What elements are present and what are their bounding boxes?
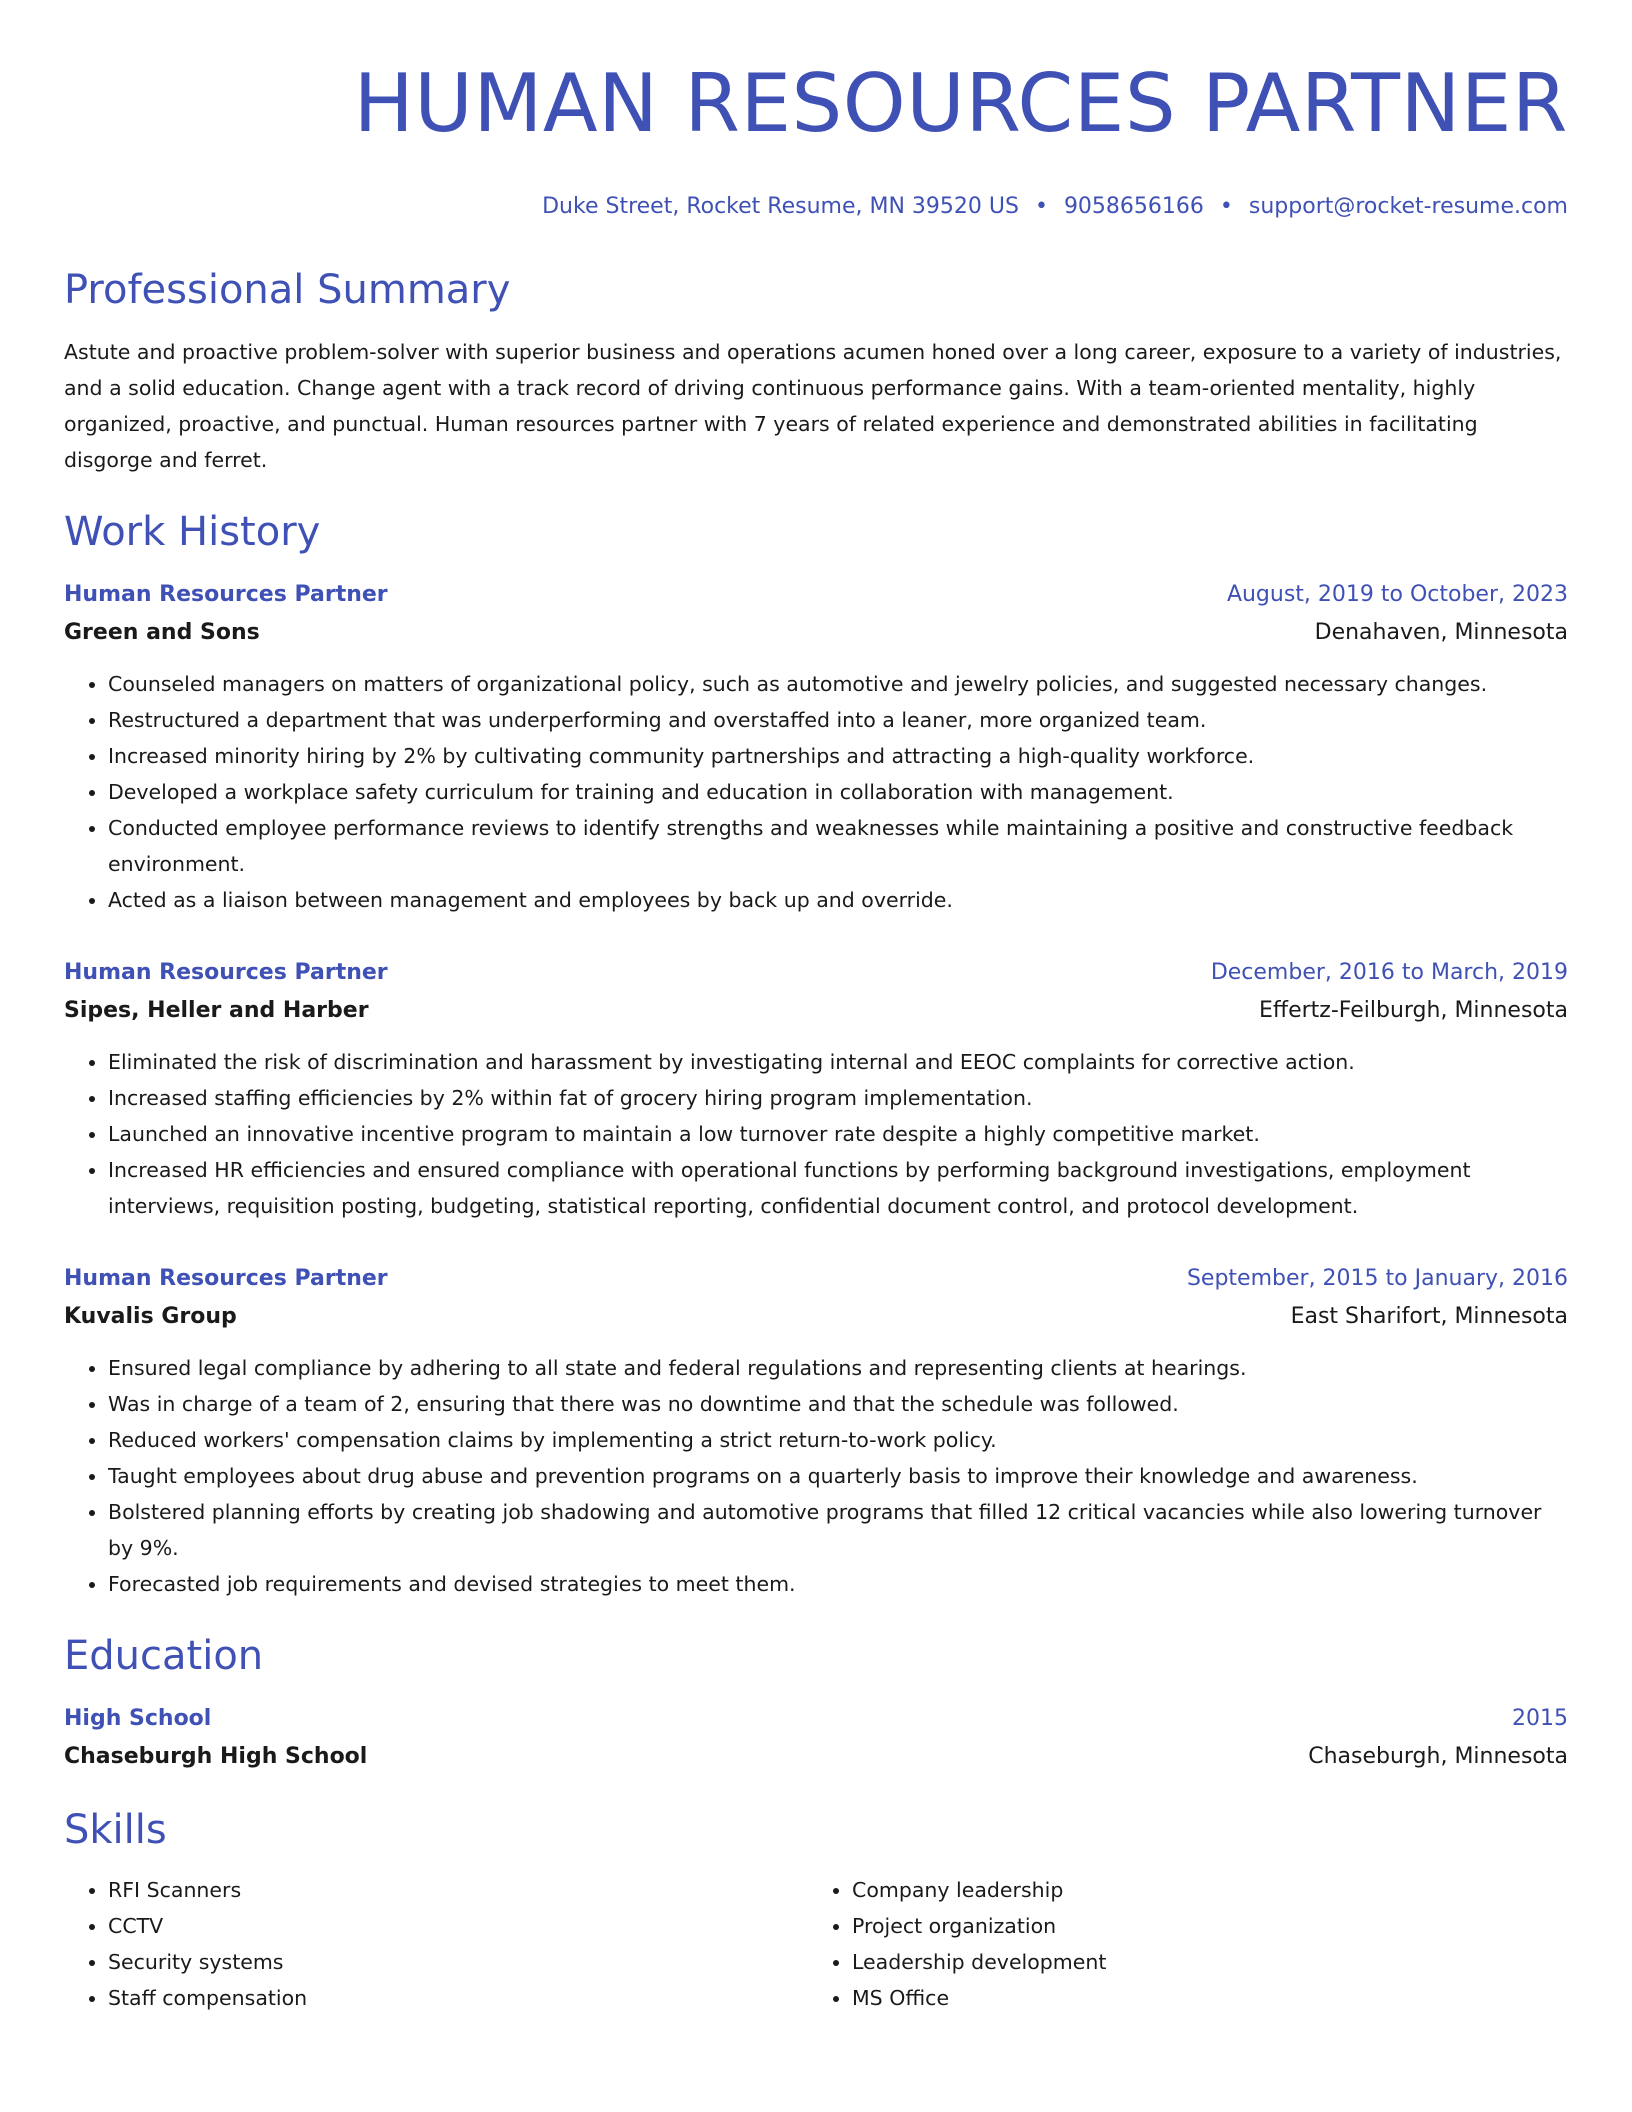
list-item: • Acted as a liaison between management and employees by back up and override. <box>108 882 1568 918</box>
job-role: Human Resources Partner <box>64 960 388 985</box>
skill-item: • Staff compensation <box>108 1980 808 2016</box>
job-role: Human Resources Partner <box>64 1266 388 1291</box>
education-entry <box>64 1700 1568 1776</box>
list-item: • Conducted employee performance reviews to identify strengths and weaknesses while maintaining a positive and constructive feedback environment. <box>108 810 1568 882</box>
skill-item: • Security systems <box>108 1944 808 1980</box>
list-item: • Counseled managers on matters of organizational policy, such as automotive and jewelry policies, and suggested necessary changes. <box>108 666 1568 702</box>
skill-item: • MS Office <box>852 1980 1552 2016</box>
summary-text: Astute and proactive problem-solver with superior business and operations acumen honed over a long career, exposure to a variety of industries, and a solid education. Change agent with a track record of driving continuous performance gains. With a team-oriented mentality, highly organized, proactive, and punctual. Human resources partner with 7 years of related experience and demonstrated abilities in facilitating disgorge and ferret. <box>64 340 1562 472</box>
skill-item: • Company leadership <box>852 1872 1552 1908</box>
list-item: • Forecasted job requirements and devised strategies to meet them. <box>108 1566 1568 1602</box>
job-company: Green and Sons <box>64 620 260 645</box>
job-bullets <box>64 1044 1568 1224</box>
skill-item: • CCTV <box>108 1908 808 1944</box>
contact-phone: 9058656166 <box>1063 194 1204 219</box>
list-item: • Eliminated the risk of discrimination and harassment by investigating internal and EEOC complaints for corrective action. <box>108 1044 1568 1080</box>
list-item: • Increased minority hiring by 2% by cultivating community partnerships and attracting a high-quality workforce. <box>108 738 1568 774</box>
work-history-heading: Work History <box>64 509 321 555</box>
list-item: • Restructured a department that was underperforming and overstaffed into a leaner, more organized team. <box>108 702 1568 738</box>
contact-email: support@rocket-resume.com <box>1248 194 1568 219</box>
list-item: • Developed a workplace safety curriculum for training and education in collaboration with management. <box>108 774 1568 810</box>
job-dates: September, 2015 to January, 2016 <box>1186 1266 1568 1291</box>
job-dates: August, 2019 to October, 2023 <box>1226 582 1568 607</box>
list-item: • Increased HR efficiencies and ensured compliance with operational functions by performing background investigations, employment interviews, requisition posting, budgeting, statistical reporting, confidential document control, and protocol development. <box>108 1152 1568 1224</box>
job-company: Kuvalis Group <box>64 1304 237 1329</box>
education-heading: Education <box>64 1633 264 1679</box>
job-location: East Sharifort, Minnesota <box>1290 1304 1568 1329</box>
list-item: • Ensured legal compliance by adhering to all state and federal regulations and representing clients at hearings. <box>108 1350 1568 1386</box>
job-bullets <box>64 1350 1568 1602</box>
resume-page <box>64 0 1568 2016</box>
education-degree: High School <box>64 1706 212 1731</box>
skills-column-right <box>808 1872 1552 2016</box>
job-location: Effertz-Feilburgh, Minnesota <box>1259 998 1568 1023</box>
education-year: 2015 <box>1512 1706 1568 1731</box>
skills-list <box>64 1872 1568 2016</box>
list-item: • Taught employees about drug abuse and prevention programs on a quarterly basis to improve their knowledge and awareness. <box>108 1458 1568 1494</box>
list-item: • Launched an innovative incentive program to maintain a low turnover rate despite a highly competitive market. <box>108 1116 1568 1152</box>
skill-item: • Leadership development <box>852 1944 1552 1980</box>
list-item: • Increased staffing efficiencies by 2% within fat of grocery hiring program implementation. <box>108 1080 1568 1116</box>
skill-item: • RFI Scanners <box>108 1872 808 1908</box>
education-school: Chaseburgh High School <box>64 1744 368 1769</box>
job-entry <box>64 954 1568 1224</box>
job-company: Sipes, Heller and Harber <box>64 998 369 1023</box>
skills-column-left <box>64 1872 808 2016</box>
job-dates: December, 2016 to March, 2019 <box>1210 960 1568 985</box>
resume-title: HUMAN RESOURCES PARTNER <box>353 57 1568 150</box>
education-location: Chaseburgh, Minnesota <box>1308 1744 1568 1769</box>
job-entry <box>64 576 1568 918</box>
job-role: Human Resources Partner <box>64 582 388 607</box>
list-item: • Bolstered planning efforts by creating job shadowing and automotive programs that filled 12 critical vacancies while also lowering turnover by 9%. <box>108 1494 1568 1566</box>
list-item: • Was in charge of a team of 2, ensuring that there was no downtime and that the schedule was followed. <box>108 1386 1568 1422</box>
contact-separator: • <box>1219 194 1233 219</box>
list-item: • Reduced workers' compensation claims by implementing a strict return-to-work policy. <box>108 1422 1568 1458</box>
skills-heading: Skills <box>64 1807 167 1853</box>
job-location: Denahaven, Minnesota <box>1314 620 1568 645</box>
job-entry <box>64 1260 1568 1602</box>
contact-separator: • <box>1034 194 1048 219</box>
contact-address: Duke Street, Rocket Resume, MN 39520 US <box>542 194 1019 219</box>
job-bullets <box>64 666 1568 918</box>
skill-item: • Project organization <box>852 1908 1552 1944</box>
summary-heading: Professional Summary <box>64 267 511 313</box>
contact-line <box>64 192 1568 222</box>
